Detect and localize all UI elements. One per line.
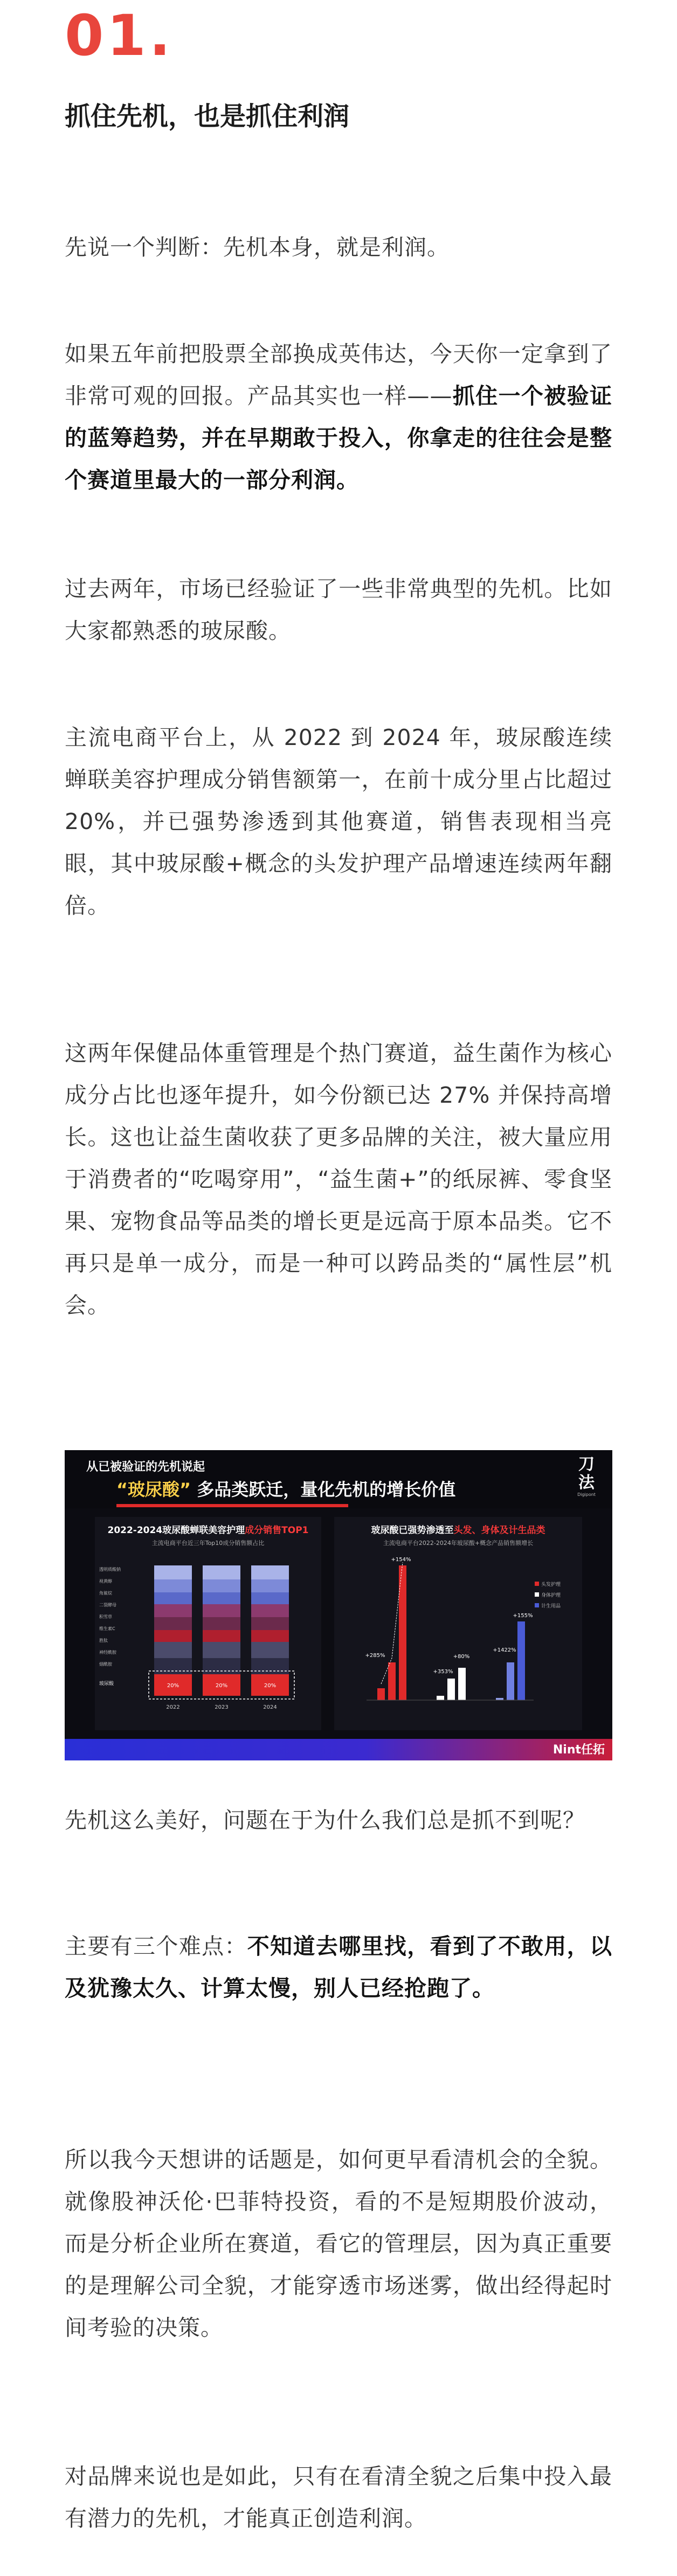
legend-label: 身体护理 xyxy=(541,1593,561,1598)
x-tick-label: 2023 xyxy=(215,1704,229,1710)
left-legend xyxy=(99,1567,121,1687)
right-panel-subtitle: 主流电商平台2022-2024年玻尿酸+概念产品销售额增长 xyxy=(383,1540,534,1547)
paragraph-3: 过去两年，市场已经验证了一些非常典型的先机。比如大家都熟悉的玻尿酸。 xyxy=(65,576,612,644)
left-stacked-bars xyxy=(95,1517,321,1730)
section-number: 01. xyxy=(65,3,174,68)
paragraph-7-emphasis: 不知道去哪里找，看到了不敢用，以及犹豫太久、计算太慢，别人已经抢跑了。 xyxy=(65,1933,613,2001)
paragraph-2-emphasis: 抓住一个被验证的蓝筹趋势，并在早期敢于投入，你拿走的往往会是整个赛道里最大的一部分利润。 xyxy=(65,383,612,493)
left-panel-subtitle: 主流电商平台近三年Top10成分销售额占比 xyxy=(151,1540,265,1547)
figure-image xyxy=(65,1450,612,1760)
paragraph-7 xyxy=(65,1925,612,2009)
right-growth-bars xyxy=(334,1517,582,1730)
paragraph-1: 先说一个判断：先机本身，就是利润。 xyxy=(65,234,450,260)
paragraph-6: 先机这么美好，问题在于为什么我们总是抓不到呢？ xyxy=(65,1807,585,1833)
legend-label: 计生用品 xyxy=(541,1604,561,1609)
paragraph-2-text: 如果五年前把股票全部换成英伟达，今天你一定拿到了非常可观的回报。产品其实也一样—— xyxy=(65,341,612,409)
paragraph-5: 这两年保健品体重管理是个热门赛道，益生菌作为核心成分占比也逐年提升，如今份额已达 27% 并保持高增长。这也让益生菌收获了更多品牌的关注，被大量应用于消费者的“吃喝穿用”，“益生菌+”的纸尿裤、零食坚果、宠物食品等品类的增长更是远高于原本品类。它不再只是单一成分，而是一种可以跨品类的“属性层”机会。 xyxy=(65,1040,612,1318)
legend-label: 视黄醇 xyxy=(99,1579,112,1584)
legend-label: 二裂酵母 xyxy=(99,1603,116,1607)
bar-2024 xyxy=(251,1565,289,1696)
right-legend xyxy=(535,1581,561,1609)
right-panel-title-b: 头发、身体及计生品类 xyxy=(453,1525,545,1536)
growth-label: +353% xyxy=(433,1669,453,1675)
x-tick-label: 2022 xyxy=(166,1704,180,1710)
left-panel-title-b: 成分销售TOP1 xyxy=(245,1525,309,1536)
figure-underline xyxy=(116,1504,348,1507)
figure-brand-logo xyxy=(572,1456,600,1498)
legend-label: 胜肽 xyxy=(99,1638,108,1643)
right-panel-title-a: 玻尿酸已强势渗透至 xyxy=(371,1525,454,1536)
figure-footer-bar xyxy=(65,1739,612,1760)
bar-label: 20% xyxy=(167,1683,179,1689)
left-panel-title-a: 2022-2024玻尿酸蝉联美容护理 xyxy=(107,1525,245,1536)
legend-label: 积雪草 xyxy=(99,1614,112,1619)
figure-right-panel xyxy=(334,1517,582,1730)
legend-label: 角鲨烷 xyxy=(99,1591,112,1596)
bar-2023 xyxy=(203,1565,240,1696)
figure-header xyxy=(65,1450,612,1508)
growth-label: +155% xyxy=(513,1613,533,1619)
figure-brand-text: 刀法 xyxy=(578,1455,595,1492)
figure-headline xyxy=(116,1476,455,1501)
legend-label: 玻尿酸 xyxy=(99,1681,114,1687)
bar-label: 20% xyxy=(215,1683,228,1689)
growth-label: +80% xyxy=(453,1654,470,1660)
figure-headline-highlight: “玻尿酸” xyxy=(116,1479,191,1500)
bar-2022 xyxy=(154,1565,192,1696)
figure-pretitle: 从已被验证的先机说起 xyxy=(86,1460,205,1474)
growth-label: +285% xyxy=(365,1653,385,1659)
legend-label: 维生素C xyxy=(99,1626,115,1631)
section-title: 抓住先机，也是抓住利润 xyxy=(65,101,350,131)
paragraph-2 xyxy=(65,333,612,501)
growth-label: +1422% xyxy=(493,1647,516,1653)
figure-headline-rest: 多品类跃迁，量化先机的增长价值 xyxy=(197,1479,456,1500)
bar-label: 20% xyxy=(264,1683,277,1689)
figure-brand-sub: Digipont xyxy=(577,1492,596,1497)
paragraph-8: 所以我今天想讲的话题是，如何更早看清机会的全貌。就像股神沃伦·巴菲特投资，看的不是短期股价波动，而是分析企业所在赛道，看它的管理层，因为真正重要的是理解公司全貌，才能穿透市场迷雾，做出经得起时间考验的决策。 xyxy=(65,2147,612,2341)
paragraph-4: 主流电商平台上，从 2022 到 2024 年，玻尿酸连续蝉联美容护理成分销售额第一，在前十成分里占比超过 20%，并已强势渗透到其他赛道，销售表现相当亮眼，其中玻尿酸+概念的头发护理产品增速连续两年翻倍。 xyxy=(65,725,612,918)
paragraph-9: 对品牌来说也是如此，只有在看清全貌之后集中投入最有潜力的先机，才能真正创造利润。 xyxy=(65,2463,612,2531)
legend-label: 神经酰胺 xyxy=(99,1650,116,1655)
legend-label: 头发护理 xyxy=(541,1582,561,1588)
growth-label: +154% xyxy=(391,1557,411,1563)
growth-group-hair xyxy=(377,1562,406,1700)
growth-group-family xyxy=(496,1621,525,1700)
x-tick-label: 2024 xyxy=(263,1704,277,1710)
paragraph-7-text: 主要有三个难点： xyxy=(65,1933,247,1959)
figure-left-panel xyxy=(95,1517,321,1730)
legend-label: 烟酰胺 xyxy=(99,1662,112,1667)
figure-footer-logo: Nint任拓 xyxy=(552,1743,605,1757)
legend-label: 透明质酸钠 xyxy=(99,1567,121,1572)
